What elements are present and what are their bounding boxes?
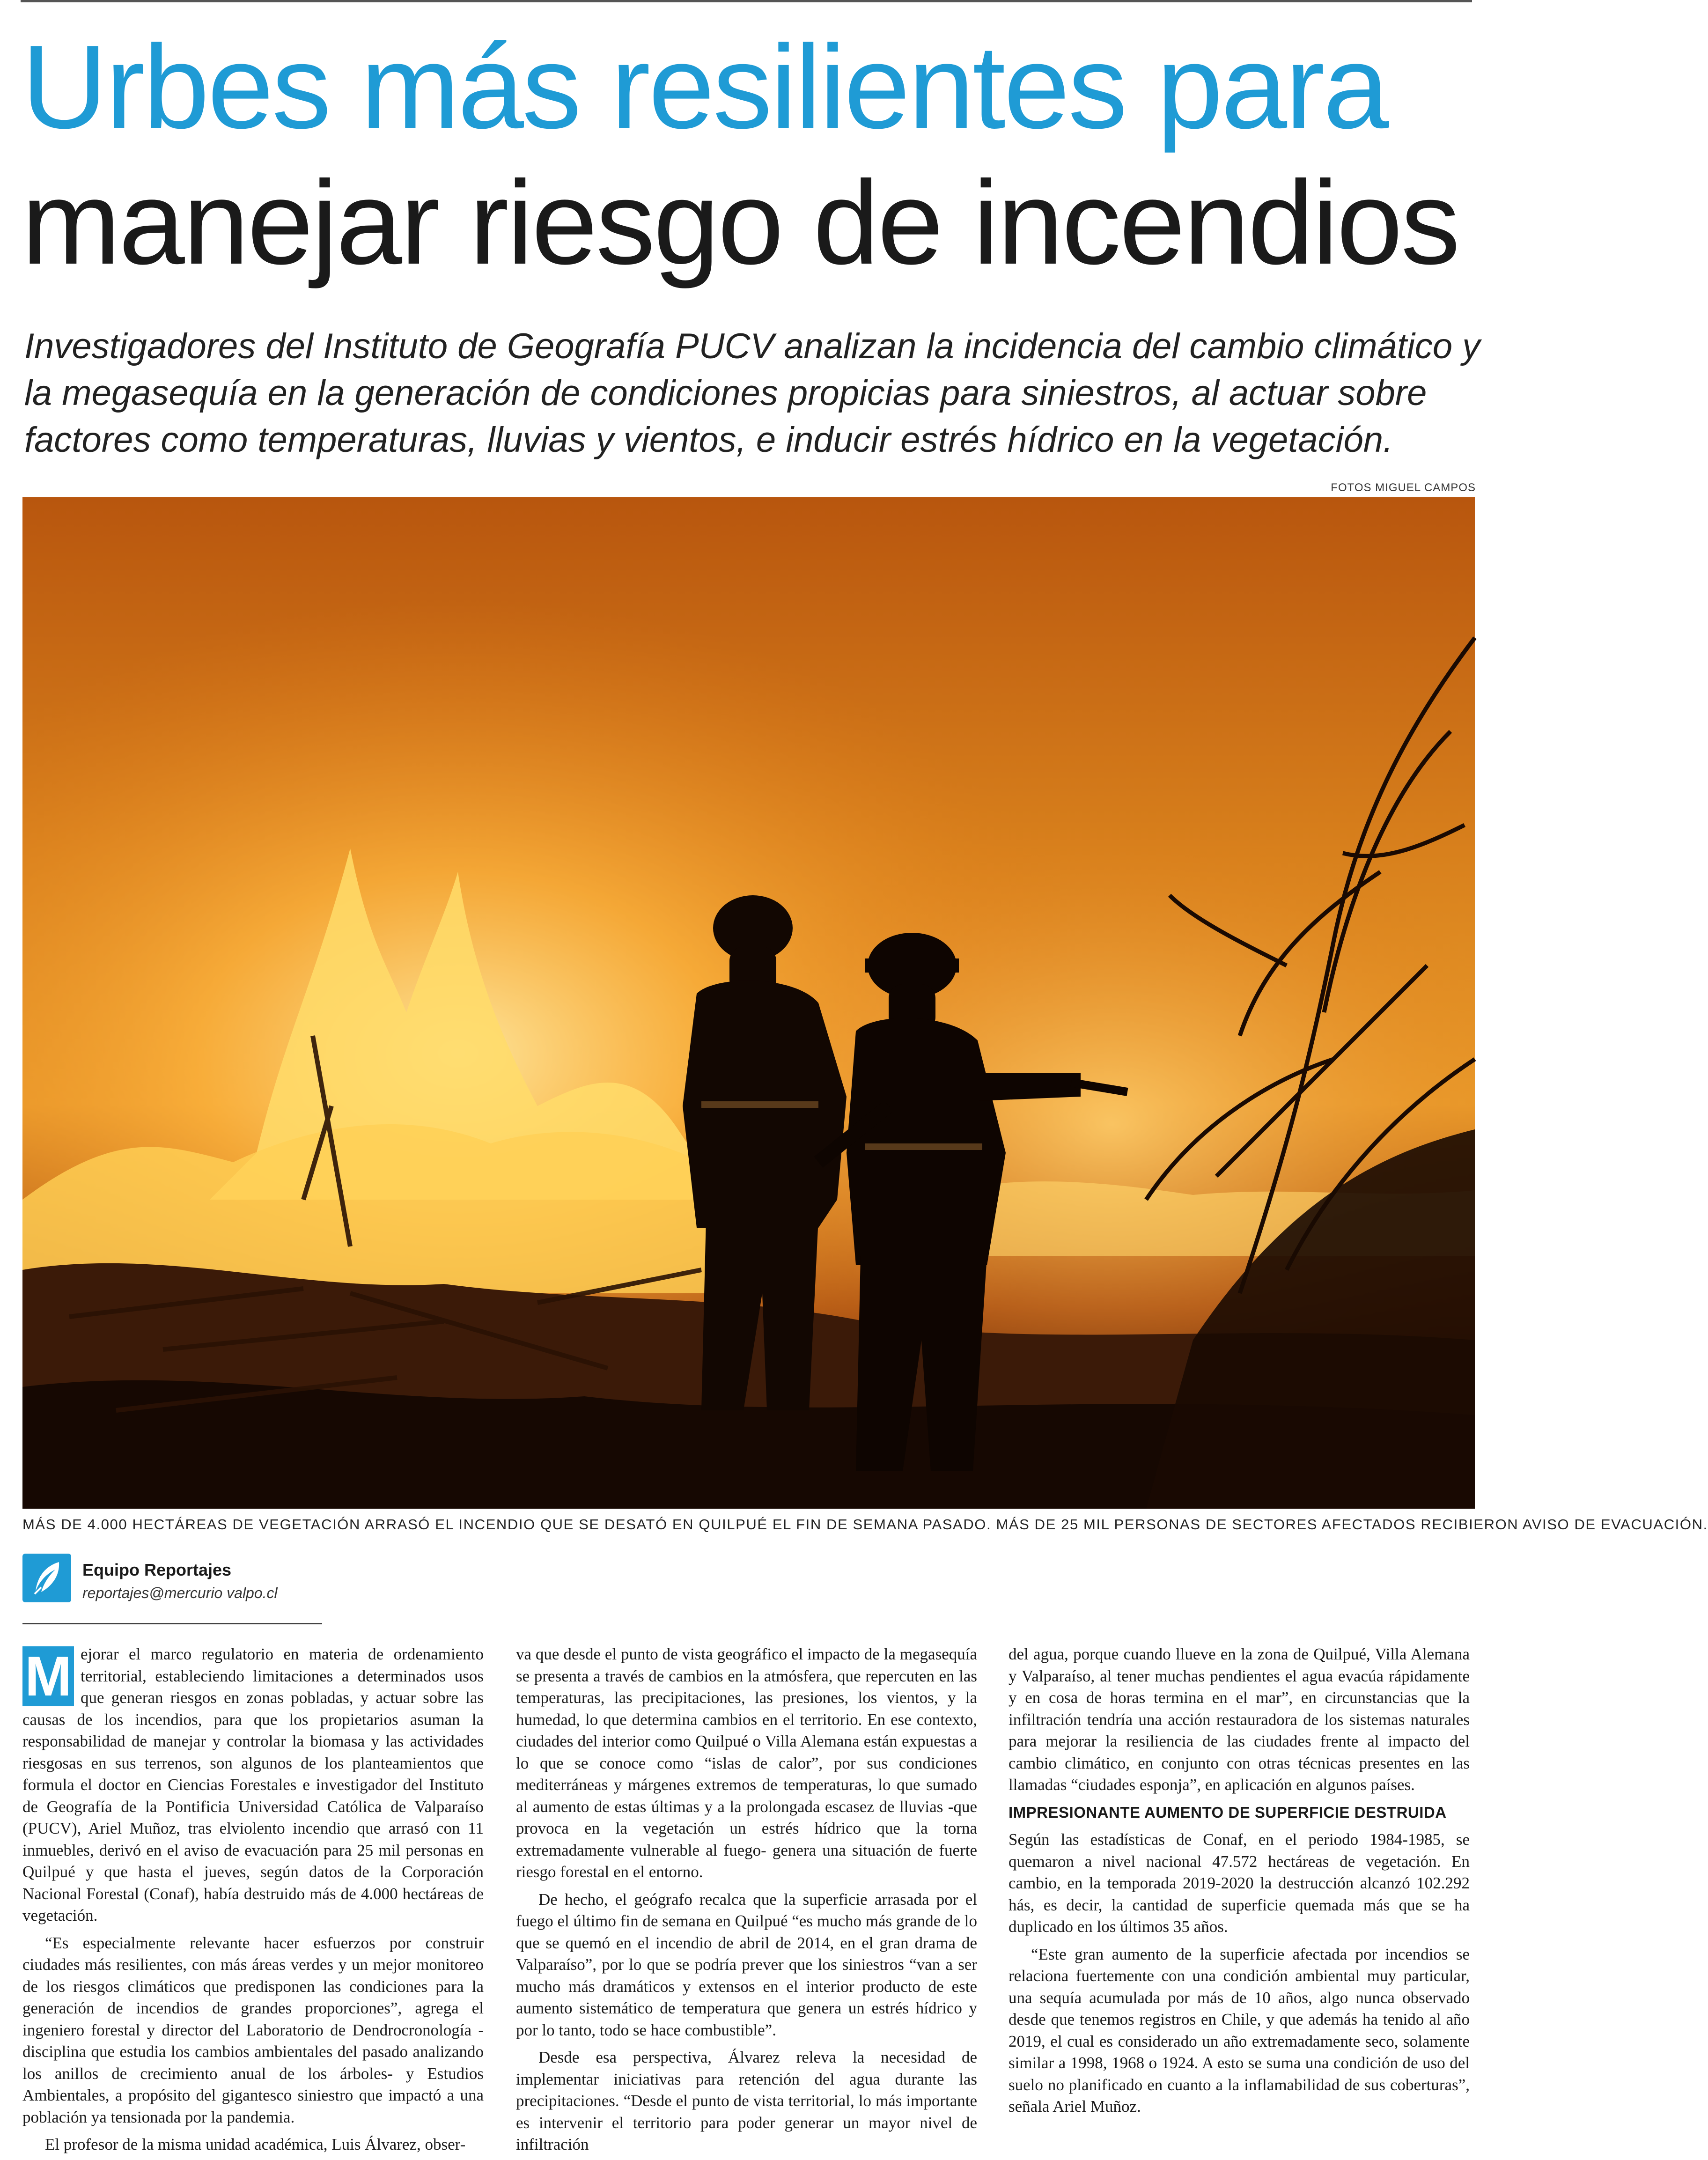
author-name: Equipo Reportajes (82, 1560, 232, 1579)
paragraph: Según las estadísticas de Conaf, en el periodo 1984-1985, se quemaron a nivel nacional 47.572 hectáreas de vegetación. En cambio, en la temporada 2019-2020 la destrucción alcanzó 102.292 hás, es decir, la cantidad de superficie quemada más que se ha duplicado en los últimos 35 años. (1009, 1830, 1470, 1936)
headline-line-2: manejar riesgo de incendios (22, 156, 1458, 289)
paragraph: “Es especialmente relevante hacer esfuerzos por construir ciudades más resilientes, con más áreas verdes y un mejor monitoreo de los riesgos climáticos que predisponen las condiciones para la generación de incendios de grandes proporciones”, agrega el ingeniero forestal y director del Laboratorio de Dendrocronología -disciplina que estudia los cambios ambientales del pasado analizando los anillos de crecimiento anual de los árboles- y Estudios Ambientales, a propósito del gigantesco siniestro que impactó a una población ya tensionada por la pandemia. (22, 1933, 484, 2126)
deck-subtitle: Investigadores del Instituto de Geografía PUCV analizan la incidencia del cambio climático y la megasequía en la generación de condiciones propicias para siniestros, al actuar sobre factores como temperaturas, lluvias y vientos, e inducir estrés hídrico en la vegetación. (24, 326, 1480, 460)
paragraph: va que desde el punto de vista geográfico el impacto de la megasequía se presenta a través de cambios en la atmósfera, que repercuten en las temperaturas, las precipitaciones, las presiones, los vientos, y la humedad, lo que determina cambios en el territorio. En ese contexto, ciudades del interior como Quilpué o Villa Alemana están expuestas a lo que se conoce como “islas de calor”, por sus condiciones mediterráneas y márgenes extremos de temperaturas, lo que sumado al aumento de estas últimas y a la prolongada escasez de lluvias -que provoca en la vegetación un estrés hídrico que la torna extremadamente vulnerable al fuego- genera una situación de fuerte riesgo forestal en el entorno. (516, 1645, 977, 1881)
paragraph: “Este gran aumento de la superficie afectada por incendios se relaciona fuertemente con una condición ambiental muy particular, una sequía acumulada por más de 10 años, algo nunca observado desde que tenemos registros en Chile, y que además ha tenido al año 2019, el cual es considerado un año extremadamente seco, solamente similar a 1998, 1968 o 1924. A esto se suma una condición de uso del suelo no planificado en cuanto a la inflamabilidad de sus coberturas”, señala Ariel Muñoz. (1009, 1945, 1470, 2116)
feather-pen-icon (22, 1554, 71, 1602)
paragraph: El profesor de la misma unidad académica, Luis Álvarez, obser- (45, 2135, 466, 2153)
photo-credit: FOTOS MIGUEL CAMPOS (1331, 481, 1476, 494)
paragraph (22, 1644, 484, 1927)
section-subhead: IMPRESIONANTE AUMENTO DE SUPERFICIE DESTRUIDA (1009, 1803, 1447, 1821)
firefighters-fire-illustration (22, 497, 1475, 1509)
photo-caption: MÁS DE 4.000 HECTÁREAS DE VEGETACIÓN ARRASÓ EL INCENDIO QUE SE DESATÓ EN QUILPUÉ EL FIN DE SEMANA PASADO. MÁS DE 25 MIL PERSONAS DE SECTORES AFECTADOS RECIBIERON AVISO DE EVACUACIÓN. (22, 1516, 1708, 1533)
top-rule (21, 0, 1472, 2)
article-column-3 (1009, 1644, 1470, 2156)
headline-line-1: Urbes más resilientes para (22, 20, 1387, 153)
article-column-1 (22, 1644, 484, 2156)
author-email: reportajes@mercurio valpo.cl (82, 1585, 278, 1601)
author-rule (22, 1623, 322, 1624)
paragraph: Desde esa perspectiva, Álvarez releva la necesidad de implementar iniciativas para retención del agua durante las precipitaciones. “Desde el punto de vista territorial, lo más importante es intervenir el territorio para poder generar un mayor nivel de infiltración (516, 2048, 977, 2153)
article-column-2 (516, 1644, 977, 2156)
paragraph: De hecho, el geógrafo recalca que la superficie arrasada por el fuego el último fin de semana en Quilpué “es mucho más grande de lo que se quemó en el incendio de abril de 2014, en el gran drama de Valparaíso”, por lo que se podría prever que los siniestros “van a ser mucho más dramáticos y extensos en el interior producto de este aumento sistemático de temperatura que genera un estrés hídrico y por lo tanto, todo se hace combustible”. (516, 1890, 977, 2039)
feather-icon-graphic (22, 1554, 71, 1602)
drop-cap: M (22, 1646, 74, 1706)
paragraph: del agua, porque cuando llueve en la zona de Quilpué, Villa Alemana y Valparaíso, al tener muchas pendientes el agua evacúa rápidamente y en cosa de horas termina en el mar”, en circunstancias que la infiltración tendría una acción restauradora de los sistemas naturales para mejorar la resiliencia de las ciudades frente al impacto del cambio climático, en conjunto con otras técnicas presentes en las llamadas “ciudades esponja”, en aplicación en algunos países. (1009, 1645, 1470, 1794)
paragraph-text: ejorar el marco regulatorio en materia de ordenamiento territorial, estableciendo limitaciones a determinados usos que generan riesgos en zonas pobladas, y actuar sobre las causas de los incendios, para que los propietarios asuman la responsabilidad de manejar y controlar la biomasa y las actividades riesgosas en sus terrenos, son algunos de los planteamientos que formula el doctor en Ciencias Forestales e investigador del Instituto de Geografía de la Pontificia Universidad Católica de Valparaíso (PUCV), Ariel Muñoz, tras elviolento incendio que arrasó con 11 inmuebles, derivó en el aviso de evacuación para 25 mil personas en Quilpué y que hasta el jueves, según datos de la Corporación Nacional Forestal (Conaf), había destruido más de 4.000 hectáreas de vegetación. (22, 1645, 484, 1924)
wildfire-photo (22, 497, 1475, 1509)
